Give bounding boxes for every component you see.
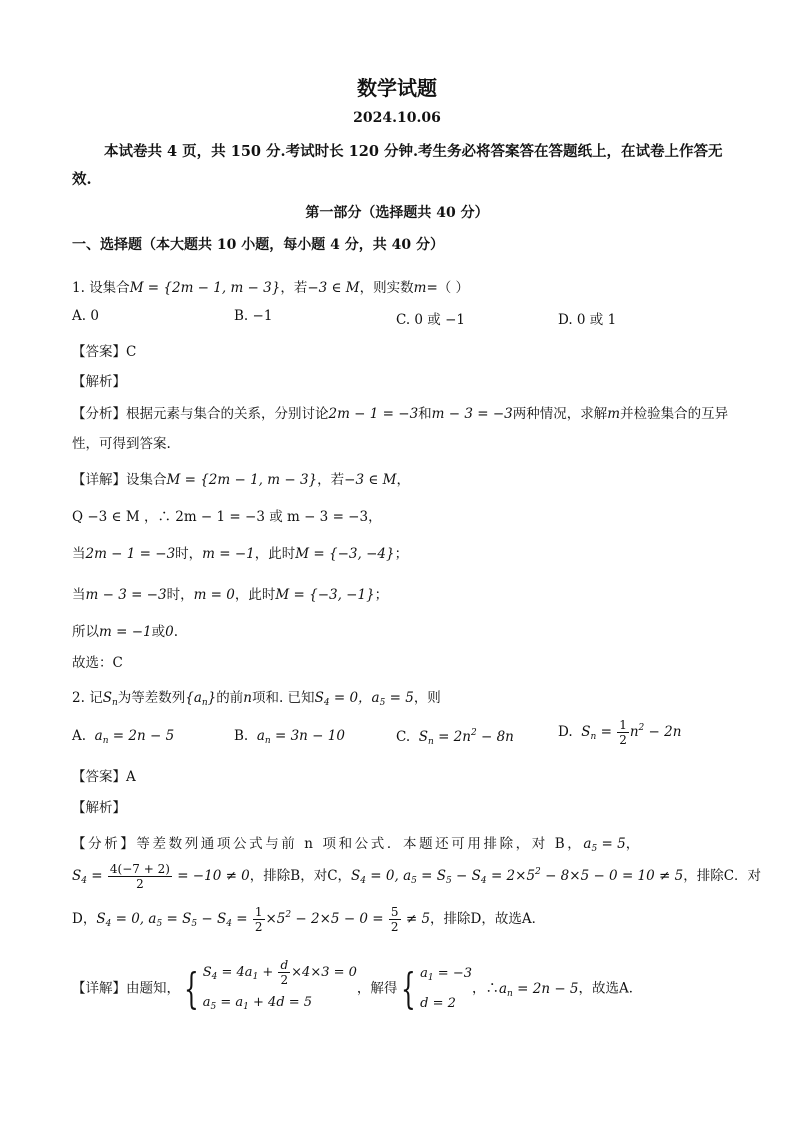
q1-option-b: B. −1 [234,308,273,324]
q2-fenxi-line2: $S_4$ = $\frac{4(-7 + 2)}{2}$ = −10 ≠ 0，排除B，对C，$S_4 = 0$, $a_5 = S_5 - S_4 = 2\times 5^2 - 8\times 5 - 0 = 10 \ne 5$，排除C．对 [72,862,762,891]
q2-stem: 2. 记$S_n$为等差数列$\{a_n\}$的前n项和. 已知$S_4 = 0$，$a_5 = 5$，则 [72,690,441,708]
q1-option-c: C. 0 或 −1 [396,312,466,328]
q1-detail-line3: 当2m − 1 = −3时，m = −1，此时M = {−3, −4}； [72,546,409,562]
q1-fenxi-line2: 性，可得到答案. [72,436,171,452]
q1-option-a: A. 0 [72,308,99,324]
q2-fenxi-line1: 【分析】等差数列通项公式与前 n 项和公式．本题还可用排除，对 B，$a_5 = 5$， [72,836,642,854]
q1-detail-line1: 【详解】设集合M = {2m − 1, m − 3}，若−3 ∈ M， [72,472,410,488]
q2-option-b: B. $a_n = 3n - 10$ [234,728,345,746]
q2-answer: 【答案】A [72,769,136,785]
q1-set-math: M = {2m − 1, m − 3} [129,280,281,296]
q2-option-a: A. $a_n = 2n - 5$ [72,728,175,746]
q1-option-d: D. 0 或 1 [558,312,617,328]
part-heading: 第一部分（选择题共 40 分） [305,205,489,221]
q1-detail-line2: Q −3 ∈ M ，∴ 2m − 1 = −3 或 m − 3 = −3， [72,509,382,525]
section-heading: 一、选择题（本大题共 10 小题，每小题 4 分，共 40 分） [72,237,444,253]
q2-detail: 【详解】由题知，{ $S_4 = 4a_1$ + $\frac{d}{2}$ ×4×3 = 0 $a_5 = a_1 + 4d = 5$ ，解得{ $a_1 = -3$ d = 2 ，$\therefore a_n = 2n - 5$，故选A． [72,958,643,1013]
exam-instructions: 本试卷共 4 页，共 150 分.考试时长 120 分钟.考生务必将答案答在答题纸上，在试卷上作答无效. [72,143,723,188]
q1-fenxi-line1: 【分析】根据元素与集合的关系，分别讨论2m − 1 = −3和m − 3 = −3两种情况，求解m并检验集合的互异 [72,406,729,422]
left-brace-icon: { [401,964,417,1013]
q1-detail-line5: 所以m = −1或0. [72,624,178,640]
q2-option-c: C. $S_n = 2n^2 - 8n$ [396,728,514,747]
q1-choice: 故选：C [72,655,123,671]
q2-fenxi-line3: D，$S_4 = 0$, $a_5 = S_5 - S_4$ = $\frac{1}{2}$ $\times 5^2 - 2\times 5 - 0$ = $\frac{5}{2}$ ≠ 5，排除D，故选A． [72,905,546,934]
q1-analysis-tag: 【解析】 [72,374,126,390]
q2-option-d: D. $S_n$ = $\frac{1}{2}$ $n^2 - 2n$ [558,718,682,747]
q1-stem: 1. 设集合M = {2m − 1, m − 3}，若−3 ∈ M，则实数m=（ ） [72,280,470,296]
q1-answer: 【答案】C [72,344,137,360]
q1-detail-line4: 当m − 3 = −3时，m = 0，此时M = {−3, −1}； [72,587,389,603]
exam-date: 2024.10.06 [353,110,441,126]
page-title: 数学试题 [357,76,437,100]
left-brace-icon: { [184,964,199,1013]
q2-analysis-tag: 【解析】 [72,800,126,816]
